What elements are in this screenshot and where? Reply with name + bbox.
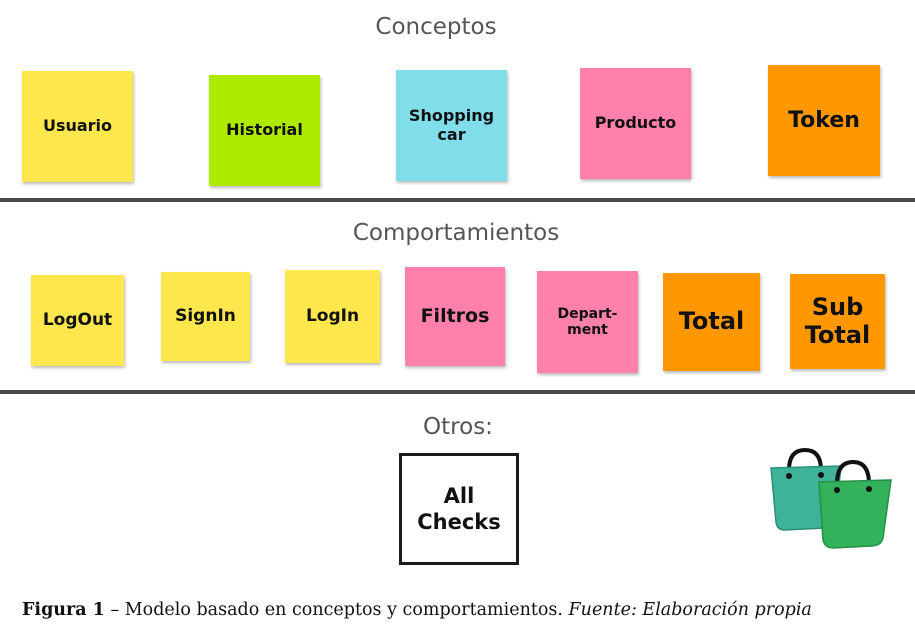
note-shopping-car: Shopping car xyxy=(396,70,507,181)
note-logout: LogOut xyxy=(31,275,124,366)
note-filtros: Filtros xyxy=(405,267,505,366)
note-department: Depart- ment xyxy=(537,271,638,373)
divider-top xyxy=(0,198,915,202)
note-usuario: Usuario xyxy=(22,71,133,182)
note-total: Total xyxy=(663,273,760,371)
otros-title: Otros: xyxy=(423,414,493,440)
note-signin: SignIn xyxy=(161,272,250,361)
note-token: Token xyxy=(768,65,880,176)
caption-label: Figura 1 xyxy=(22,600,105,620)
all-checks-box: All Checks xyxy=(399,453,519,565)
shopping-bags-icon xyxy=(765,444,895,550)
note-producto: Producto xyxy=(580,68,691,179)
caption-text: – Modelo basado en conceptos y comportamientos. xyxy=(104,600,569,620)
note-historial: Historial xyxy=(209,75,320,186)
caption-source: Fuente: Elaboración propia xyxy=(568,600,812,620)
figure-caption xyxy=(22,600,812,620)
conceptos-title: Conceptos xyxy=(375,14,497,40)
note-sub-total: Sub Total xyxy=(790,274,885,369)
divider-bottom xyxy=(0,390,915,394)
comportamientos-title: Comportamientos xyxy=(352,220,560,246)
note-login: LogIn xyxy=(285,270,380,363)
